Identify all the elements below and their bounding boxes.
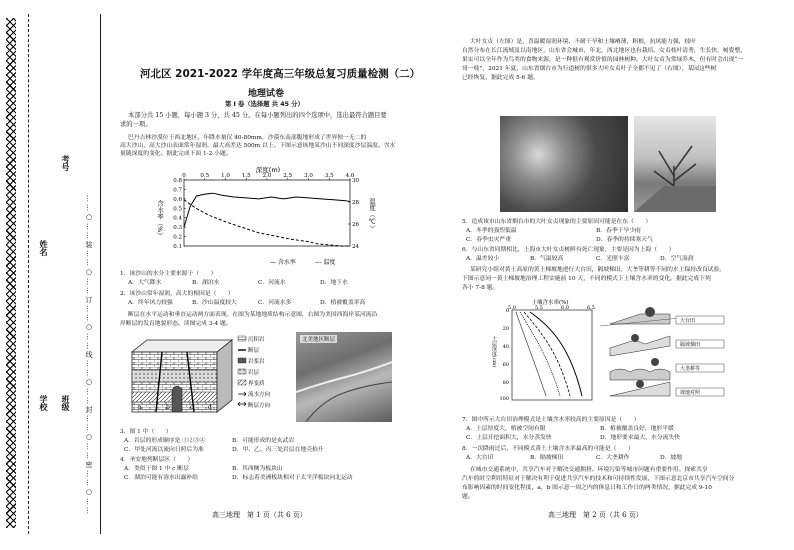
passage7-line-2: 下图示意同一黄土梯坡地治理工程实施前 10 天，不同的模式下土壤含水率的变化。据此完成下列 bbox=[462, 276, 711, 282]
passage9-line-4: 题。 bbox=[462, 494, 474, 500]
geo-legend-6: 断层方向 bbox=[248, 403, 271, 409]
binding-solid-line bbox=[100, 14, 101, 534]
subject-title: 地理试卷 bbox=[248, 89, 285, 99]
passage9-line-2: 汽车的时空利用特征对于解决有利于促进共享汽车的技术和可持续性发展，下图示意北京市共享汽车空间分 bbox=[462, 476, 735, 482]
q7-option-a: A．土层厚度大，植被空间有限 bbox=[466, 426, 546, 432]
chart-left-tick-label: 0.8 bbox=[173, 178, 182, 184]
q4-option-a: A．类似于图 1 中 c 断层 bbox=[124, 466, 189, 472]
soil-legend-0: 大台田 bbox=[680, 318, 696, 324]
q4-option-d: D．标志着美洲板块相对于太平洋板块向北运动 bbox=[232, 475, 353, 481]
soil-legend-1: 隔坡梯田 bbox=[680, 342, 701, 348]
chart-x-tick-label: 2.0 bbox=[262, 173, 272, 179]
binding-strip bbox=[0, 0, 110, 550]
geo-legend-2: 岩浆岩 bbox=[248, 359, 265, 365]
class-label: 班级 bbox=[61, 395, 70, 411]
chart-series-line-temperature bbox=[184, 200, 350, 246]
chart-x-tick-label: 0 bbox=[182, 173, 186, 179]
q6-stem: 6．与山东省同期相比，上海市大叶女贞树鲜有死亡现象，主要是因为上海（ ） bbox=[462, 247, 675, 253]
passage5-line-5: 已经恢复，据此完成 5-6 题。 bbox=[462, 75, 539, 81]
q8-stem: 8．一次降雨过后，不同模式黄土土壤含水率最高的可能是（ ） bbox=[462, 446, 634, 452]
chart-x-tick-label: 3.0 bbox=[304, 173, 313, 179]
label-a: a bbox=[138, 404, 142, 411]
passage1-line-1: 巴丹吉林沙漠位于西北地区，年降水量仅 40-80mm，沙漠东南部腹地形成了世界独一无二的 bbox=[128, 135, 367, 141]
q1-stem: 1．该沙山的水分主要来源于（ ） bbox=[120, 271, 217, 277]
passage1-line-2: 高大沙山，高大沙山表面常年湿润，最大高差达 500m 以上。下图示意该地某沙山不同深度沙层温度、含水 bbox=[120, 143, 396, 149]
label-c: c bbox=[190, 404, 194, 411]
label-b: b bbox=[166, 404, 170, 411]
q3-option-d: D．甲、乙、丙三处岩层在地壳抬升 bbox=[232, 447, 324, 453]
q3-option-b: B．可能形成的是玄武岩 bbox=[232, 438, 295, 444]
q1-option-d: D．地下水 bbox=[320, 280, 348, 286]
moisture-temperature-chart bbox=[150, 160, 380, 268]
geo-legend-5: 流水方向 bbox=[248, 392, 271, 398]
q3-stem: 3．图 1 中（ ） bbox=[120, 429, 172, 435]
q6-option-d: D．空气湿润 bbox=[660, 256, 694, 262]
soil-y-label: 土层深度(cm) bbox=[491, 336, 497, 368]
passage3-line-1: 断层在水平运动和垂直运动两方面表现。在图为某地地质结构示意图，右图为美国西海岸某河流沿 bbox=[128, 312, 378, 318]
q1-option-c: C．河流水 bbox=[258, 280, 286, 286]
soil-x-tick-1: 5.5 bbox=[535, 305, 543, 311]
chart-left-tick-label: 0.5 bbox=[173, 206, 182, 213]
exam-title: 河北区 2021-2022 学年度高三年级总复习质量检测（二） bbox=[140, 68, 421, 80]
passage9-line-3: 布影响因素的时间变化程度，a，b 图示意一周之内的休息日和工作日的两类情况，据此完成 9-10 bbox=[462, 485, 712, 491]
exam-no-label: 考号 bbox=[61, 155, 70, 171]
chart-right-tick-label: 26 bbox=[352, 222, 359, 228]
chart-left-tick-label: 0.2 bbox=[173, 234, 182, 241]
q2-stem: 2．该沙山常年湿润，高大的根因是（ ） bbox=[120, 291, 234, 297]
label-d: d bbox=[208, 404, 212, 411]
chart-x-tick-label: 3.5 bbox=[324, 173, 334, 179]
chart-legend-moisture: — 含水率 bbox=[270, 259, 296, 266]
passage1-line-3: 量随深度的变化。据此完成下面 1-2 小题。 bbox=[120, 151, 232, 157]
soil-x-tick-0: 5.0 bbox=[508, 305, 516, 311]
chart-axes bbox=[184, 180, 350, 246]
chart-x-tick-label: 1.0 bbox=[221, 173, 230, 179]
q3-option-a: A．岩层的形成顺序是 ①②③④ bbox=[124, 438, 206, 444]
chart-right-tick-label: 24 bbox=[352, 244, 359, 250]
passage3-line-2: 岸断层的发育地貌形态。读图完成 3-4 题。 bbox=[120, 321, 232, 327]
soil-y-tick-2: 40 bbox=[502, 344, 509, 350]
q8-option-b: B．隔坡梯田 bbox=[530, 455, 564, 461]
q5-option-c: C．春季虫灾严重 bbox=[466, 237, 512, 243]
passage5-line-4: 哥一枝”，2021 年夏，山东省烟台市为行道树的很多大叶女贞叶子全都不见了（右图），某园这些树 bbox=[462, 66, 717, 72]
chart-frame bbox=[184, 180, 350, 246]
q1-option-b: B．湖泊水 bbox=[192, 280, 220, 286]
passage7-line-1: 某研究小组对黄土高原的黄土梯坡地进行大台田，隔坡梯田，大垄等耕等不同的水土保持改良试验。 bbox=[470, 267, 726, 273]
geology-block-diagram bbox=[122, 332, 290, 422]
fault-aerial-photo bbox=[296, 332, 392, 422]
q3-option-c: C．甲处河流以流向日照后为准 bbox=[124, 447, 204, 453]
chart-x-tick-label: 1.5 bbox=[241, 173, 251, 179]
q2-option-a: A．终年风力较强 bbox=[128, 300, 173, 306]
geo-legend-4: 界变质 bbox=[248, 381, 265, 387]
fault-line-overlay bbox=[296, 332, 392, 422]
chart-left-tick-label: 0.3 bbox=[173, 225, 182, 232]
binding-zigzag bbox=[6, 18, 16, 528]
chart-series-group bbox=[184, 193, 350, 246]
q6-option-a: A．温差较小 bbox=[466, 256, 500, 262]
chart-x-tick-label: 2.5 bbox=[283, 173, 293, 179]
q7-stem: 7．图中所示大台田治理模式是土壤含水率较高的主要原因是（ ） bbox=[462, 417, 640, 423]
q8-option-d: D．坡地 bbox=[660, 455, 683, 461]
soil-y-ticks bbox=[499, 308, 509, 402]
name-label: 姓名 bbox=[39, 240, 48, 256]
photo-label: 北美地区断层 bbox=[302, 337, 336, 343]
chart-right-tick-label: 30 bbox=[352, 178, 359, 184]
q5-option-d: D．春季的持续寒天气 bbox=[596, 237, 653, 243]
soil-curve-control bbox=[516, 312, 546, 396]
chart-x-ticks bbox=[182, 173, 355, 180]
q7-option-b: B．植被覆盖良好，地形平缓 bbox=[600, 426, 674, 432]
chart-left-tick-label: 0.6 bbox=[173, 196, 182, 203]
privet-tree-photo-left bbox=[500, 116, 628, 212]
chart-x-tick-label: 4.0 bbox=[345, 173, 355, 179]
q2-option-c: C．河流水多 bbox=[258, 300, 292, 306]
soil-x-tick-2: 6.0 bbox=[561, 305, 569, 311]
bare-tree-sketch bbox=[634, 116, 716, 212]
q5-stem: 5．造成该市山东省烟台市的大叶女贞现象的主要原因可能是在东（ ） bbox=[462, 219, 652, 225]
chart-right-tick-label: 28 bbox=[352, 200, 359, 206]
instruction-line-1: 本部分共 15 小题，每小题 3 分，共 45 分。在每小题列出的四个选项中，选出最符合题目要 bbox=[128, 112, 387, 119]
geo-legend-0: 沉积岩 bbox=[248, 337, 265, 343]
soil-moisture-diagram bbox=[490, 296, 730, 408]
q4-option-c: C．湖泊可能有溶水出露补给 bbox=[124, 475, 198, 481]
soil-legend-2: 大垄耕等 bbox=[680, 366, 701, 372]
school-label: 学校 bbox=[39, 395, 48, 411]
privet-tree-photo-right bbox=[634, 116, 716, 212]
passage7-line-3: 各小 7-8 题。 bbox=[462, 285, 499, 291]
q5-option-a: A．冬季的强烈低温 bbox=[466, 228, 517, 234]
q7-option-d: D．地形要求最大，水分流失快 bbox=[600, 435, 681, 441]
footer-left: 高三地理 第 1 页（共 6 页） bbox=[212, 511, 307, 519]
section-heading: 第 Ⅰ 卷（选择题 共 45 分） bbox=[225, 101, 304, 108]
chart-left-tick-label: 0.7 bbox=[173, 187, 182, 194]
chart-title: 深度(m) bbox=[255, 166, 281, 174]
q8-option-a: A．大台田 bbox=[466, 455, 494, 461]
footer-right: 高三地理 第 2 页（共 6 页） bbox=[548, 511, 643, 519]
instruction-line-2: 求的一项。 bbox=[120, 121, 152, 128]
binding-dash-line bbox=[28, 14, 29, 534]
passage5-line-3: 果实可以全年作为鸟类的食物来源，是一种很有观赏价值的园林树种。大叶女贞为常绿乔木，但有时会出现“一 bbox=[462, 57, 744, 63]
soil-y-tick-5: 100 bbox=[499, 396, 509, 402]
soil-y-tick-3: 60 bbox=[502, 362, 509, 368]
chart-x-tick-label: 0.5 bbox=[200, 173, 210, 179]
passage5-line-2: 自然分布在长江流域及以南地区，山东省会城市，年北，西北地区也有栽培。女贞枝叶清秀，生长快，树姿整， bbox=[462, 48, 747, 54]
q7-option-c: C．土层开挖面积大，水分蒸发快 bbox=[466, 435, 552, 441]
passage5-line-1: 大叶女贞（左图）是，喜温暖湿润环境，不耐干旱和土壤瘠薄，粗根，抗风能力强，枝叶 bbox=[470, 39, 697, 45]
q8-option-c: C．大垄耕作 bbox=[596, 455, 630, 461]
q6-option-c: C．光照丰富 bbox=[596, 256, 630, 262]
passage9-line-1: 在城市交通系统中，共享汽车对于解决交通拥挤、环境污染等城市问题有重要作用。探索共享 bbox=[470, 467, 708, 473]
q1-option-a: A．大气降水 bbox=[128, 280, 162, 286]
q4-stem: 4．圣安地列断层区（ ） bbox=[120, 457, 194, 463]
soil-x-tick-3: 6.5 bbox=[587, 305, 595, 311]
chart-left-tick-label: 0.1 bbox=[173, 244, 182, 250]
geo-legend-3: 岩层 bbox=[248, 370, 260, 376]
soil-y-tick-0: 0 bbox=[505, 308, 509, 314]
chart-series-line-moisture bbox=[184, 193, 350, 227]
soil-legend-3: 坡地对照 bbox=[680, 390, 701, 396]
chart-left-axis-label: 含水率（%） bbox=[156, 200, 164, 239]
soil-y-tick-4: 80 bbox=[502, 380, 509, 386]
q4-option-b: B．其西侧为板块山 bbox=[232, 466, 283, 472]
seal-line-text: ……○……装……○……订……○……线……○……封……○……密……○…… bbox=[85, 195, 93, 516]
q2-option-b: B．沙山温度较大 bbox=[192, 300, 237, 306]
terrace-sketches bbox=[610, 307, 670, 396]
geo-legend-1: 断层 bbox=[248, 348, 260, 354]
soil-y-tick-1: 20 bbox=[502, 326, 509, 332]
soil-chart-title: 土壤含水率(%) bbox=[531, 300, 569, 306]
q6-option-b: B．气温较高 bbox=[530, 256, 564, 262]
chart-legend-temperature: --- 温度 bbox=[315, 259, 336, 266]
q5-option-b: B．春季干旱少雨 bbox=[596, 228, 641, 234]
chart-left-tick-label: 0.4 bbox=[173, 215, 182, 222]
chart-right-axis-label: 温度（℃） bbox=[368, 198, 376, 232]
q2-option-d: D．植被覆盖率高 bbox=[320, 300, 366, 306]
